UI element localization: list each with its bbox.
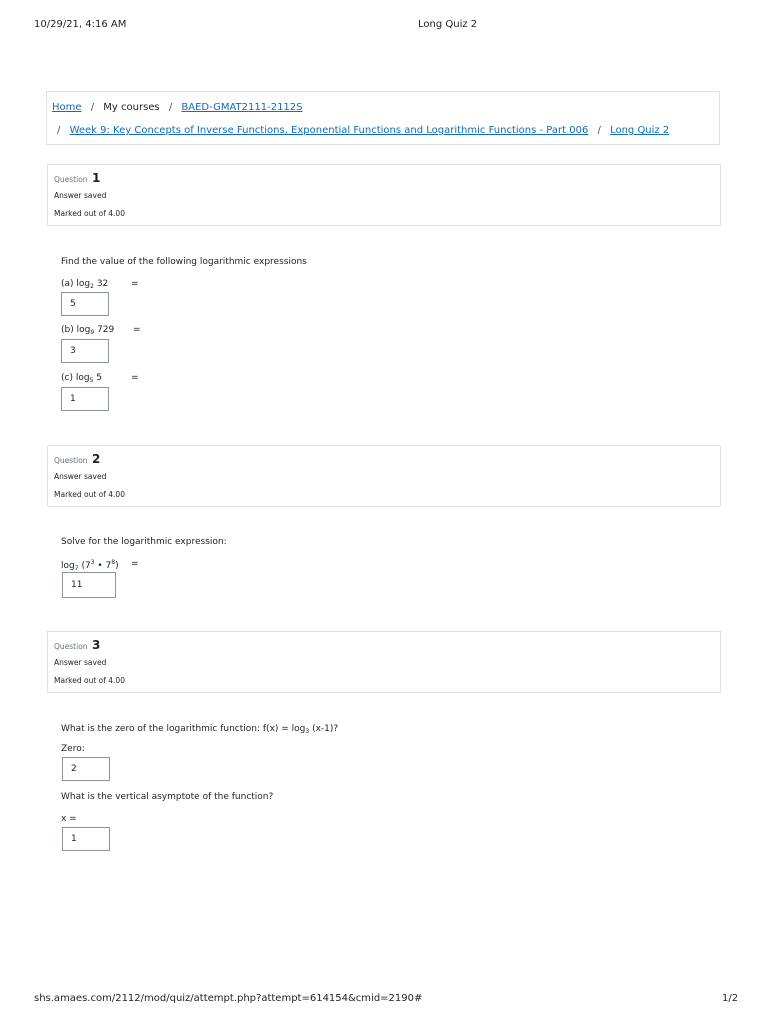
x-label: x =	[61, 814, 77, 824]
breadcrumb-week-link[interactable]: Week 9: Key Concepts of Inverse Functions, Exponential Functions and Logarithmic Functions - Part 006	[69, 125, 589, 136]
question-1c-answer-input[interactable]	[61, 387, 109, 411]
breadcrumb-separator: /	[90, 102, 95, 113]
breadcrumb-separator: /	[57, 125, 61, 136]
breadcrumb-quiz-link[interactable]: Long Quiz 2	[610, 125, 670, 136]
print-page-number: 1/2	[722, 993, 739, 1004]
question-1-info	[47, 164, 721, 226]
question-grade: Marked out of 4.00	[54, 676, 125, 685]
question-state: Answer saved	[54, 658, 107, 667]
question-3-prompt-asymptote: What is the vertical asymptote of the function?	[61, 792, 274, 802]
question-1-prompt: Find the value of the following logarithmic expressions	[61, 257, 307, 267]
zero-label: Zero:	[61, 744, 85, 754]
question-1a-expression: (a) $\log_2 32$	[61, 279, 109, 290]
breadcrumb-course-link[interactable]: BAED-GMAT2111-2112S	[181, 102, 303, 113]
question-3-prompt: What is the zero of the logarithmic function: $f(x) = \log_3 (x-1)$?	[61, 724, 339, 735]
question-3-asymptote-input[interactable]	[62, 827, 110, 851]
question-number: Question 3	[54, 638, 101, 652]
breadcrumb-separator: /	[168, 102, 173, 113]
question-state: Answer saved	[54, 472, 107, 481]
question-grade: Marked out of 4.00	[54, 490, 125, 499]
breadcrumb-my-courses[interactable]: My courses	[103, 102, 160, 113]
question-2-answer-input[interactable]	[62, 572, 116, 598]
question-1a-answer-input[interactable]	[61, 292, 109, 316]
breadcrumb-home-link[interactable]: Home	[52, 102, 82, 113]
question-number: Question 1	[54, 171, 101, 185]
question-1c-expression: (c) $\log_5 5$	[61, 373, 102, 384]
question-2-prompt: Solve for the logarithmic expression:	[61, 537, 227, 547]
breadcrumb	[46, 91, 720, 145]
question-number: Question 2	[54, 452, 101, 466]
question-2-info	[47, 445, 721, 507]
print-date: 10/29/21, 4:16 AM	[34, 19, 127, 30]
print-title: Long Quiz 2	[418, 19, 478, 30]
equals-sign: =	[131, 373, 139, 383]
equals-sign: =	[133, 325, 141, 335]
question-state: Answer saved	[54, 191, 107, 200]
question-1b-expression: (b) $\log_9 729$	[61, 325, 115, 336]
print-url: shs.amaes.com/2112/mod/quiz/attempt.php?attempt=614154&cmid=2190#	[34, 993, 423, 1004]
question-2-expression: $\log_7 (7^3$ • $7^8$)	[61, 559, 119, 572]
breadcrumb-row	[57, 125, 669, 136]
breadcrumb-separator: /	[597, 125, 601, 136]
question-3-zero-input[interactable]	[62, 757, 110, 781]
question-3-info	[47, 631, 721, 693]
question-1b-answer-input[interactable]	[61, 339, 109, 363]
breadcrumb-row	[52, 102, 303, 113]
equals-sign: =	[131, 279, 139, 289]
question-grade: Marked out of 4.00	[54, 209, 125, 218]
equals-sign: =	[131, 559, 139, 569]
